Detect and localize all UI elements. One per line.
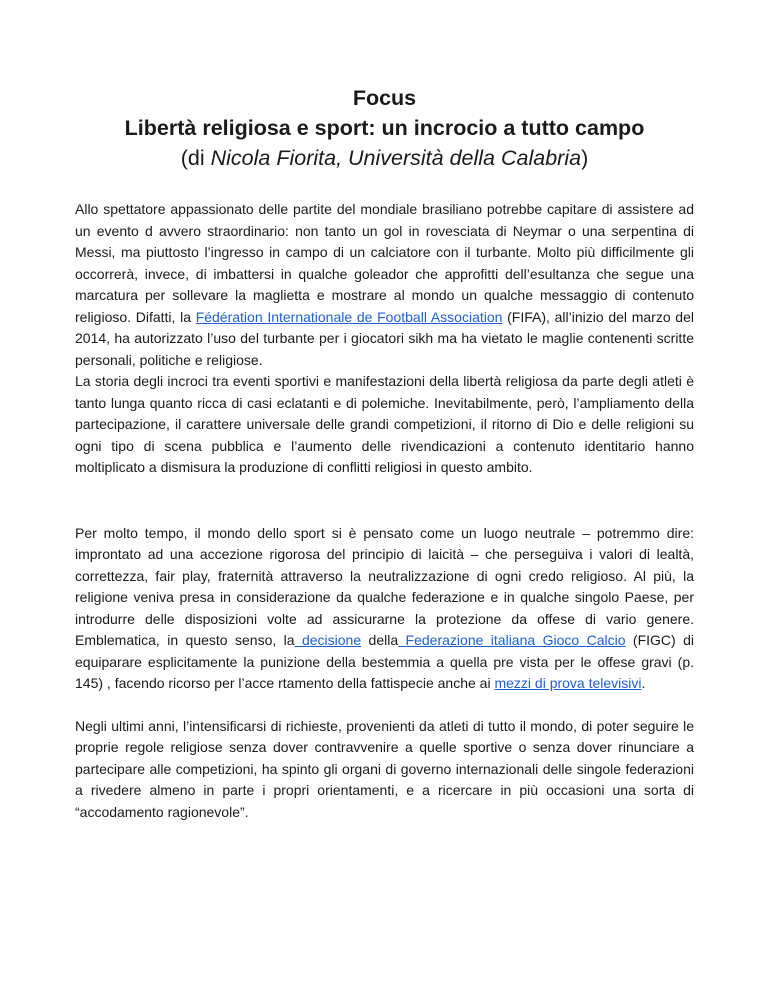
document-page [75,83,694,823]
section-label: Focus [352,86,417,110]
byline-suffix: ) [581,146,589,170]
paragraph-neutrality [75,523,694,695]
figc-link[interactable]: Federazione italiana Gioco Calcio [398,632,626,648]
paragraph-neutrality-text-d: . [641,675,646,691]
decisione-link[interactable]: decisione [294,632,362,648]
byline-prefix: (di [180,146,211,170]
mezzi-prova-link[interactable]: mezzi di prova televisivi [494,675,642,691]
paragraph-recent-years: Negli ultimi anni, l’intensificarsi di richieste, provenienti da atleti di tutto il mondo, di poter seguire le proprie regole religiose senza dover contravvenire a quelle sportive o senza dover rinunciare a partecipare alle competizioni, ha spinto gli organi di governo internazionali delle singole federazioni a rivedere almeno in parte i propri orientamenti, e a ricercare in più occasioni una sorta di “accodamento ragionevole”. [75,717,694,820]
byline [75,143,694,173]
author-name: Nicola Fiorita, Università della Calabria [210,146,582,170]
paragraph-neutrality-text-a: Per molto tempo, il mondo dello sport si è pensato come un luogo neutrale – potremmo dire: improntato ad una accezione rigorosa del principio di laicità – che perseguiva i valori di lealtà, correttezza, fair play, fraternità attraverso la neutralizzazione di ogni credo religioso. Al più, la religione veniva presa in considerazione da qualche federazione e in qualche singolo Paese, per introdurre delle disposizioni volte ad assicurarne la protezione da offese di vario genere. Emblematica, in questo senso, la [75,524,694,648]
paragraph-intro-text-a: Allo spettatore appassionato delle partite del mondiale brasiliano potrebbe capitare di assistere ad un evento d avvero straordinario: non tanto un gol in rovesciata di Neymar o una serpentina di Messi, ma piuttosto l’ingresso in campo di un calciatore con il turbante. Molto più difficilmente gli occorrerà, invece, di imbattersi in qualche goleador che approfitti dell’esultanza che segue una marcatura per sollevare la maglietta e mostrare al mondo un qualche messaggio di contenuto religioso. Difatti, la [75,201,694,325]
paragraph-neutrality-text-c: (FIGC) di equiparare esplicitamente la punizione della bestemmia a quella pre vista per le offese gravi (p. 145) , facendo ricorso per l’acce rtamento della fattispecie anche ai [75,632,694,691]
article-title: Libertà religiosa e sport: un incrocio a tutto campo [124,116,645,140]
paragraph-history: La storia degli incroci tra eventi sportivi e manifestazioni della libertà religiosa da parte degli atleti è tanto lunga quanto ricca di casi eclatanti e di polemiche. Inevitabilmente, però, l’ampliamento della partecipazione, il carattere universale delle grandi competizioni, il ritorno di Dio e delle religioni su ogni tipo di scena pubblica e l’aumento delle rivendicazioni a contenuto identitario hanno moltiplicato a dismisura la produzione di conflitti religiosi in questo ambito. [75,373,694,475]
fifa-link[interactable]: Fédération Internationale de Football Association [195,308,503,325]
paragraph-intro [75,199,694,371]
paragraph-neutrality-text-b: della [361,632,399,648]
article-heading [75,83,694,173]
paragraph-intro-text-b: (FIFA), all’inizio del marzo del 2014, ha autorizzato l’uso del turbante per i giocatori sikh ma ha vietato le maglie contenenti scritte personali, politiche e religiose. [75,308,694,368]
